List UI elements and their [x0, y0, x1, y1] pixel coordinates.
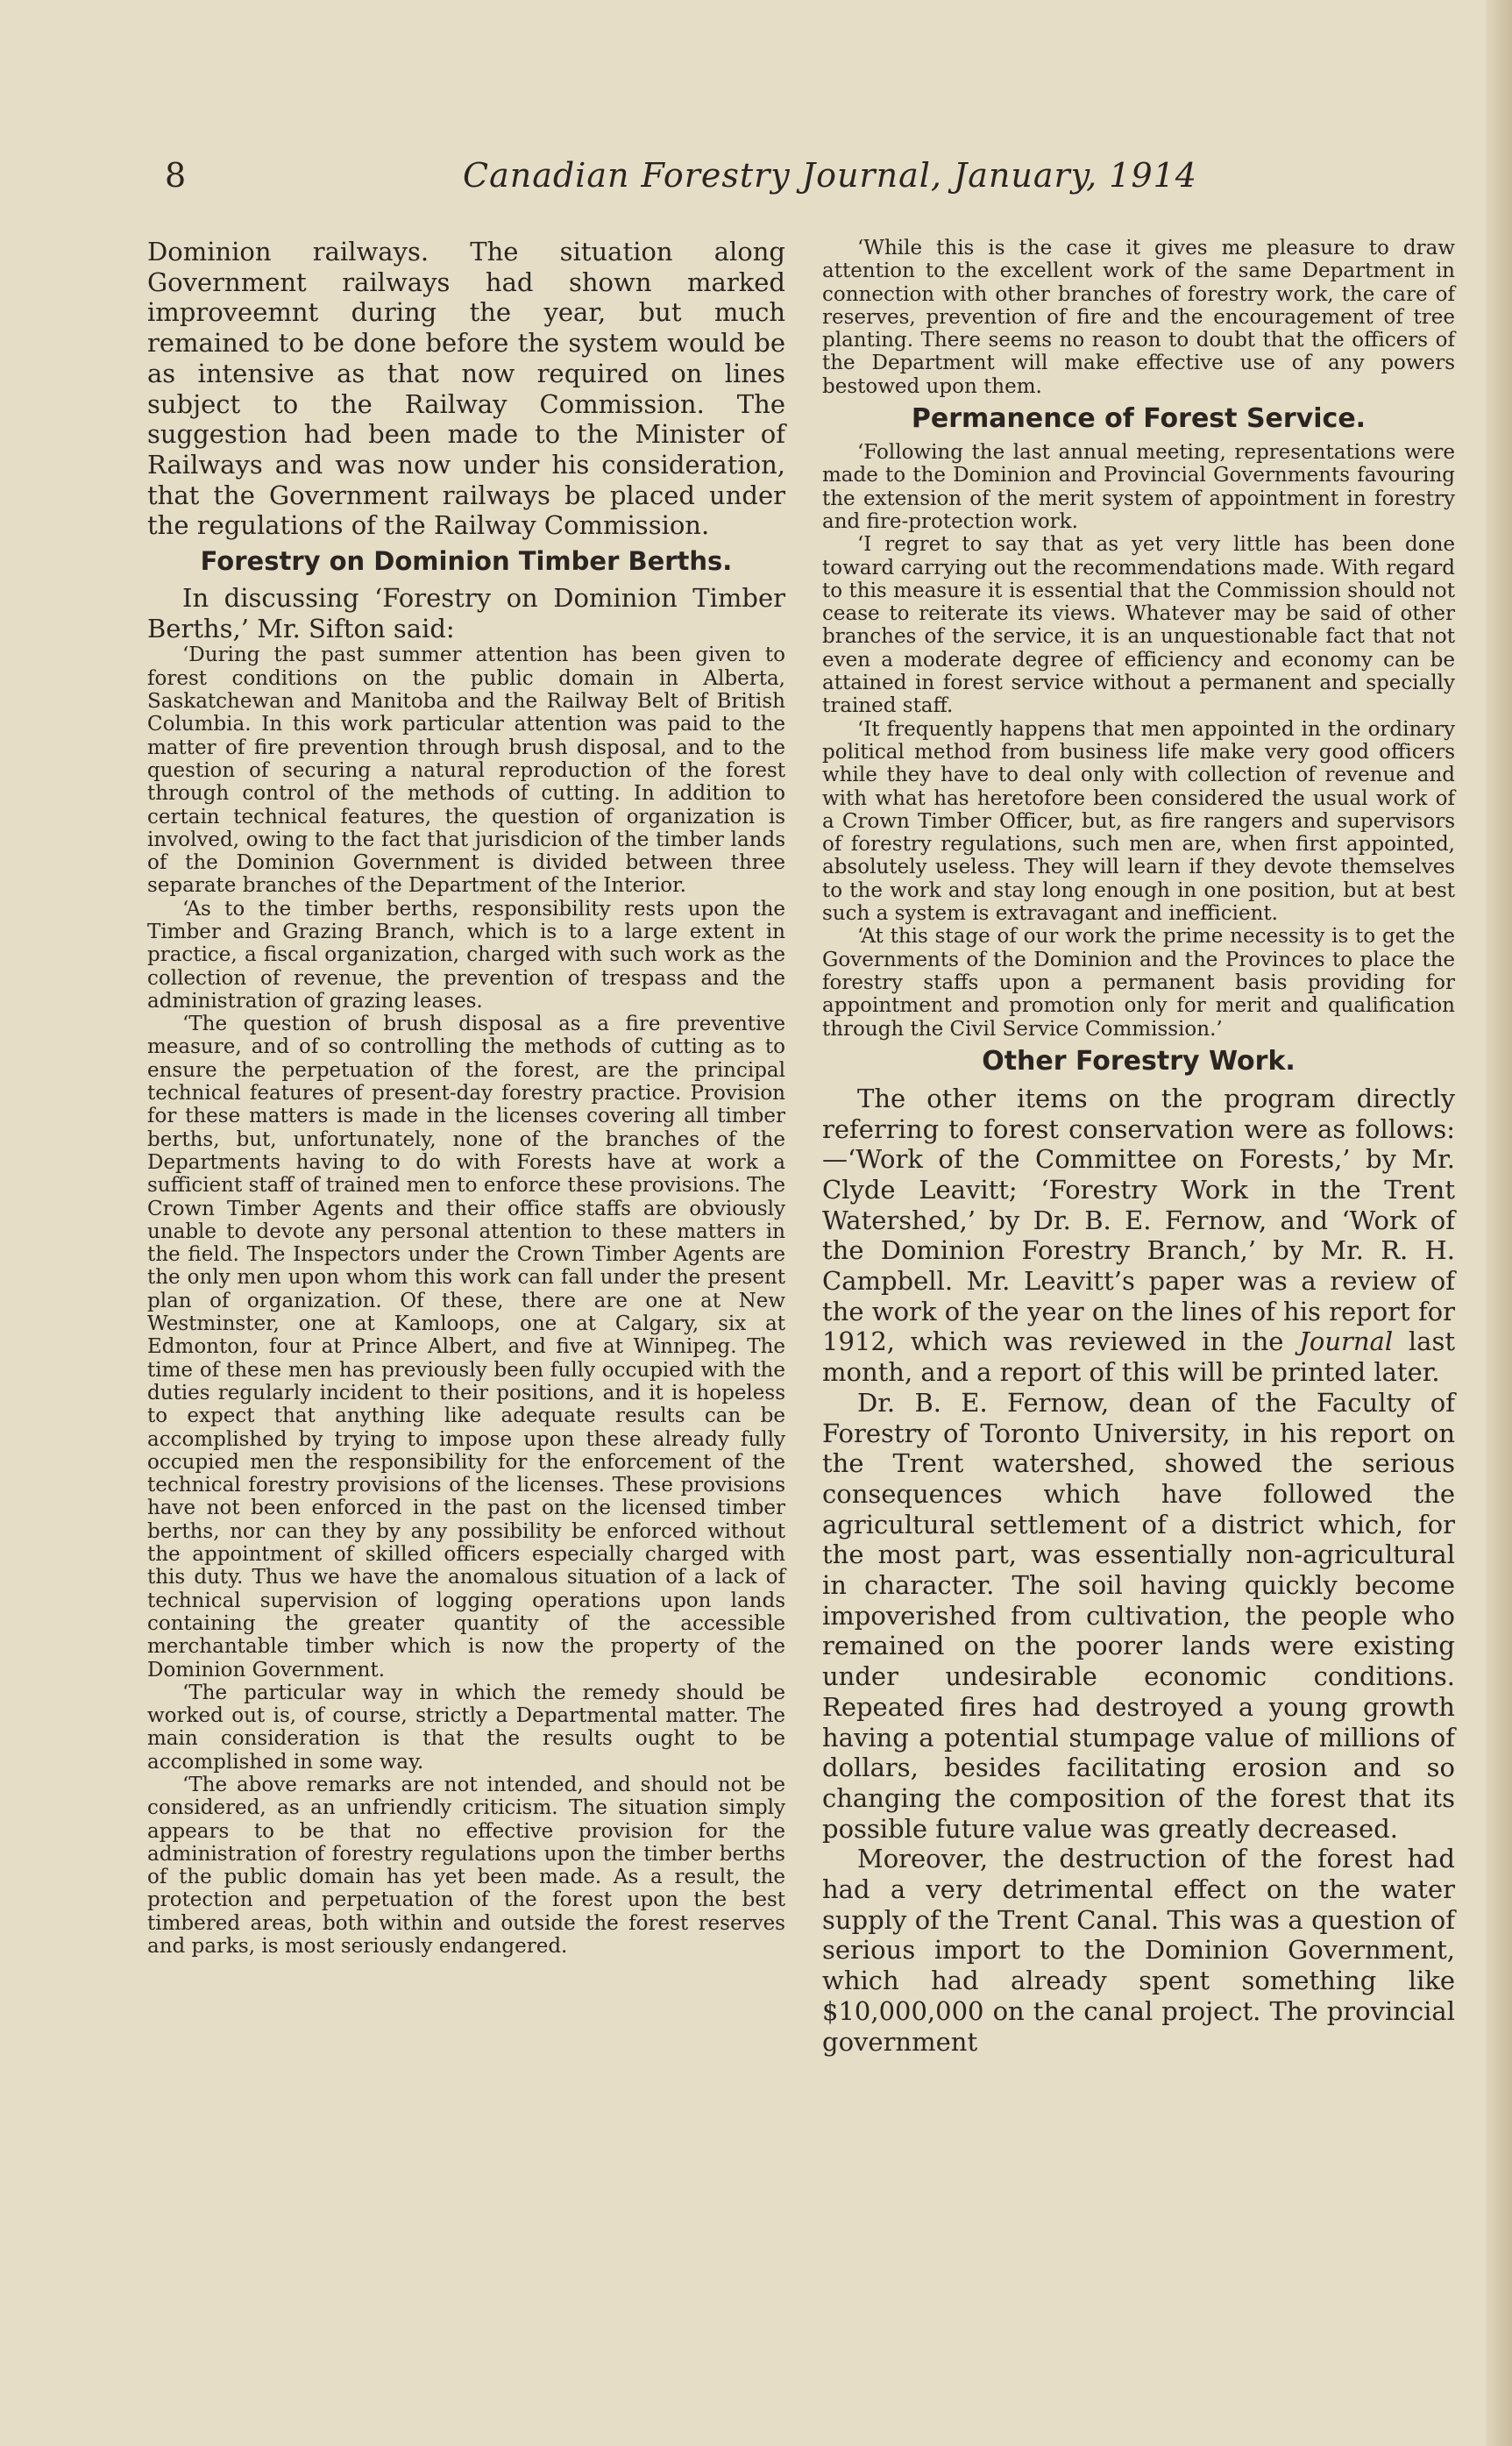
quote-paragraph: ‘At this stage of our work the prime necessity is to get the Governments of the Dominion and the Provinces to place the forestry staffs upon a permanent basis providing for appointment and promotion only for merit and qualification through the Civil Service Commission.’ [822, 925, 1455, 1041]
paragraph-text: last month, and a report of this will be printed later. [822, 1326, 1455, 1388]
page-header [165, 156, 1453, 209]
section-heading-permanence: Permanence of Forest Service. [911, 403, 1366, 435]
right-column [822, 237, 1455, 2057]
quote-paragraph: ‘The above remarks are not intended, and should not be considered, as an unfriendly criticism. The situation simply appears to be that no effective provision for the administration of forestry regulations upon the timber berths of the public domain has yet been made. As a result, the protection and perpetuation of the forest upon the best timbered areas, both within and outside the forest reserves and parks, is most seriously endangered. [147, 1773, 785, 1959]
running-title: Canadian Forestry Journal, January, 1914 [463, 156, 1197, 195]
quote-paragraph: ‘The question of brush disposal as a fire preventive measure, and of so controlling the methods of cutting as to ensure the perpetuation of the forest, are the principal technical features of present-day forestry practice. Provision for these matters is made in the licenses covering all timber berths, but, unfortunately, none of the branches of the Departments having to do with Forests have at work a sufficient staff of trained men to enforce these provisions. The Crown Timber Agents and their office staffs are obviously unable to devote any personal attention to these matters in the field. The Inspectors under the Crown Timber Agents are the only men upon whom this work can fall under the present plan of organization. Of these, there are one at New Westminster, one at Kamloops, one at Calgary, six at Edmonton, four at Prince Albert, and five at Winnipeg. The time of these men has previously been fully occupied with the duties regularly incident to their positions, and it is hopeless to expect that anything like adequate results can be accomplished by trying to impose upon these already fully occupied men the responsibility for the enforcement of the technical forestry provisions of the licenses. These provisions have not been enforced in the past on the licensed timber berths, nor can they by any possibility be enforced without the appointment of skilled officers especially charged with this duty. Thus we have the anomalous situation of a lack of technical supervision of logging operations upon lands containing the greater quantity of the accessible merchantable timber which is now the property of the Dominion Government. [147, 1013, 785, 1682]
body-paragraph [822, 1084, 1455, 1388]
journal-title: Journal [1299, 1326, 1394, 1357]
quote-paragraph: ‘As to the timber berths, responsibility rests upon the Timber and Grazing Branch, which is to a large extent in practice, a fiscal organization, charged with such work as the collection of revenue, the prevention of trespass and the administration of grazing leases. [147, 897, 785, 1013]
section-heading-other-forestry: Other Forestry Work. [982, 1045, 1295, 1077]
quote-paragraph: ‘It frequently happens that men appointed in the ordinary political method from business life make very good officers while they have to deal only with collection of revenue and with what has heretofore been considered the usual work of a Crown Timber Officer, but, as fire rangers and supervisors of forestry regulations, such men are, when first appointed, absolutely useless. They will learn if they devote themselves to the work and stay long enough in one position, but at best such a system is extravagant and inefficient. [822, 717, 1455, 926]
quote-paragraph: ‘Following the last annual meeting, representations were made to the Dominion and Provincial Governments favouring the extension of the merit system of appointment in forestry and fire-protection work. [822, 441, 1455, 533]
paragraph-text: The other items on the program directly referring to forest conservation were as follows:—‘Work of the Committee on Forests,’ by Mr. Clyde Leavitt; ‘Forestry Work in the Trent Watershed,’ by Dr. B. E. Fernow, and ‘Work of the Dominion Forestry Branch,’ by Mr. R. H. Campbell. Mr. Leavitt’s paper was a review of the work of the year on the lines of his report for 1912, which was reviewed in the [822, 1083, 1455, 1357]
quote-paragraph: ‘The particular way in which the remedy should be worked out is, of course, strictly a Departmental matter. The main consideration is that the results ought to be accomplished in some way. [147, 1681, 785, 1774]
section-heading-timber-berths: Forestry on Dominion Timber Berths. [200, 546, 733, 577]
page-number: 8 [165, 156, 187, 195]
intro-paragraph: Dominion railways. The situation along Government railways had shown marked improveemnt during the year, but much remained to be done before the system would be as intensive as that now required on lines subject to the Railway Commission. The suggestion had been made to the Minister of Railways and was now under his consideration, that the Government railways be placed under the regulations of the Railway Commission. [147, 237, 785, 541]
body-paragraph: Dr. B. E. Fernow, dean of the Faculty of Forestry of Toronto University, in his report on the Trent watershed, showed the serious consequences which have followed the agricultural settlement of a district which, for the most part, was essentially non-agricultural in character. The soil having quickly become impoverished from cultivation, the people who remained on the poorer lands were existing under undesirable economic conditions. Repeated fires had destroyed a young growth having a potential stumpage value of millions of dollars, besides facilitating erosion and so changing the composition of the forest that its possible future value was greatly decreased. [822, 1387, 1455, 1844]
left-column [147, 237, 785, 1958]
quote-paragraph: ‘During the past summer attention has been given to forest conditions on the public domain in Alberta, Saskatchewan and Manitoba and the Railway Belt of British Columbia. In this work particular attention was paid to the matter of fire prevention through brush disposal, and to the question of securing a natural reproduction of the forest through control of the methods of cutting. In addition to certain technical features, the question of organization is involved, owing to the fact that jurisdicion of the timber lands of the Dominion Government is divided between three separate branches of the Department of the Interior. [147, 643, 785, 898]
quote-paragraph: ‘While this is the case it gives me pleasure to draw attention to the excellent work of the same Department in connection with other branches of forestry work, the care of reserves, prevention of fire and the encouragement of tree planting. There seems no reason to doubt that the officers of the Department will make effective use of any powers bestowed upon them. [822, 237, 1455, 398]
body-paragraph: Moreover, the destruction of the forest had had a very detrimental effect on the water supply of the Trent Canal. This was a question of serious import to the Dominion Government, which had already spent something like $10,000,000 on the canal project. The provincial government [822, 1844, 1455, 2057]
page-edge [1486, 0, 1512, 2446]
lead-paragraph: In discussing ‘Forestry on Dominion Timber Berths,’ Mr. Sifton said: [147, 583, 785, 643]
quote-paragraph: ‘I regret to say that as yet very little has been done toward carrying out the recommendations made. With regard to this measure it is essential that the Commission should not cease to reiterate its views. Whatever may be said of other branches of the service, it is an unquestionable fact that not even a moderate degree of efficiency and economy can be attained in forest service without a permanent and specially trained staff. [822, 533, 1455, 718]
